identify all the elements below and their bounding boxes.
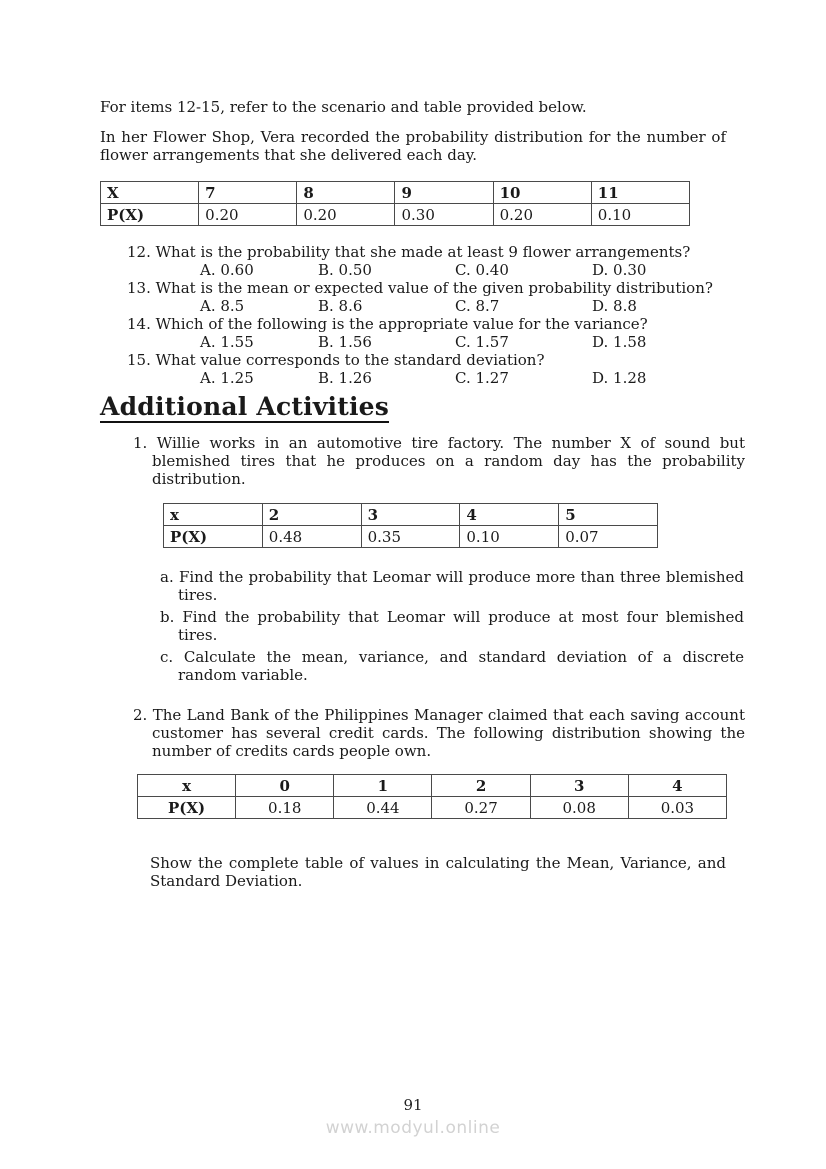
intro-text: For items 12-15, refer to the scenario and table provided below. [100,98,587,116]
activity-text: Willie works in an automotive tire factory. The number X of sound but blemished tires that he produces on a random day has the probability distribution. [152,434,745,488]
table-cell: 10 [493,182,591,204]
question-text [127,315,726,333]
subitem-letter: b. [160,608,175,626]
table-cell: 0.10 [460,526,559,548]
choice-d: D. 0.30 [592,261,647,279]
subitem-text: Calculate the mean, variance, and standard deviation of a discrete random variable. [178,648,744,684]
subitem-c [160,648,744,684]
table-cell: 0.20 [493,204,591,226]
choice-c: C. 1.57 [455,333,509,351]
section-heading-wrap [100,393,726,423]
table-cell: 1 [334,775,432,797]
table-cell: X [101,182,199,204]
question-text [127,243,726,261]
table-cell: 9 [395,182,493,204]
choice-c: C. 8.7 [455,297,500,315]
table-cell: 0.44 [334,797,432,819]
activity-number: 1. [133,434,148,452]
table-cell: 0.08 [530,797,628,819]
choices-row [127,261,726,279]
table-cell: 0.18 [236,797,334,819]
table-cell: 4 [460,504,559,526]
table-cell: 0.03 [628,797,726,819]
choice-b: B. 1.56 [318,333,372,351]
question-number: 12. [127,243,151,261]
subitem-a [160,568,744,604]
question-list [127,243,726,387]
choice-b: B. 0.50 [318,261,372,279]
choice-d: D. 8.8 [592,297,637,315]
table-cell: P(X) [164,526,263,548]
table-cell: 0.07 [559,526,658,548]
table-cell: x [164,504,263,526]
table-cell: 0.20 [199,204,297,226]
table-row [101,204,690,226]
section-heading: Additional Activities [100,392,390,421]
table-row [164,504,658,526]
question-number: 14. [127,315,151,333]
closing-instruction: Show the complete table of values in calculating the Mean, Variance, and Standard Deviation. [150,854,726,890]
subitem-text: Find the probability that Leomar will produce more than three blemished tires. [178,568,744,604]
question-body: What value corresponds to the standard deviation? [155,351,545,369]
activity-number: 2. [133,706,148,724]
credit-cards-distribution-table [137,774,727,819]
table-cell: 2 [432,775,530,797]
table-cell: 0.27 [432,797,530,819]
table-cell: 0.35 [361,526,460,548]
question-text [127,279,726,297]
table-cell: 0.20 [297,204,395,226]
table-cell: 3 [530,775,628,797]
table-cell: 11 [591,182,689,204]
table-row [138,775,727,797]
choice-b: B. 1.26 [318,369,372,387]
watermark-text: www.modyul.online [325,1118,501,1138]
tires-distribution-table [163,503,658,548]
table-cell: 2 [262,504,361,526]
question-body: Which of the following is the appropriate value for the variance? [155,315,648,333]
activity-text: The Land Bank of the Philippines Manager claimed that each saving account customer has several credit cards. The following distribution showing the number of credits cards people own. [152,706,745,760]
choice-c: C. 0.40 [455,261,509,279]
choice-b: B. 8.6 [318,297,363,315]
question-body: What is the probability that she made at least 9 flower arrangements? [155,243,691,261]
subitem-text: Find the probability that Leomar will produce at most four blemished tires. [178,608,744,644]
table-cell: 0.48 [262,526,361,548]
table-cell: P(X) [101,204,199,226]
table-cell: 8 [297,182,395,204]
question-13 [127,279,726,315]
question-number: 13. [127,279,151,297]
choice-a: A. 1.25 [200,369,254,387]
question-14 [127,315,726,351]
question-text [127,351,726,369]
table-cell: 0.10 [591,204,689,226]
flower-distribution-table [100,181,690,226]
page-number: 91 [403,1096,423,1114]
question-body: What is the mean or expected value of the given probability distribution? [155,279,713,297]
table-cell: P(X) [138,797,236,819]
table-cell: 0.30 [395,204,493,226]
choice-d: D. 1.58 [592,333,647,351]
question-number: 15. [127,351,151,369]
table-row [164,526,658,548]
choice-a: A. 0.60 [200,261,254,279]
choice-c: C. 1.27 [455,369,509,387]
table-cell: 0 [236,775,334,797]
choice-a: A. 8.5 [200,297,245,315]
page-content [100,98,745,890]
question-15 [127,351,726,387]
table-cell: x [138,775,236,797]
table-row [101,182,690,204]
activity-1-subitems [100,568,744,684]
question-12 [127,243,726,279]
table-cell: 4 [628,775,726,797]
choices-row [127,333,726,351]
subitem-letter: c. [160,648,174,666]
table-cell: 7 [199,182,297,204]
activity-1 [133,434,745,488]
table-cell: 3 [361,504,460,526]
subitem-letter: a. [160,568,174,586]
subitem-b [160,608,744,644]
choice-a: A. 1.55 [200,333,254,351]
choices-row [127,369,726,387]
table-cell: 5 [559,504,658,526]
choice-d: D. 1.28 [592,369,647,387]
scenario-text: In her Flower Shop, Vera recorded the probability distribution for the number of flower arrangements that she delivered each day. [100,128,726,164]
activity-2 [133,706,745,760]
table-row [138,797,727,819]
choices-row [127,297,726,315]
